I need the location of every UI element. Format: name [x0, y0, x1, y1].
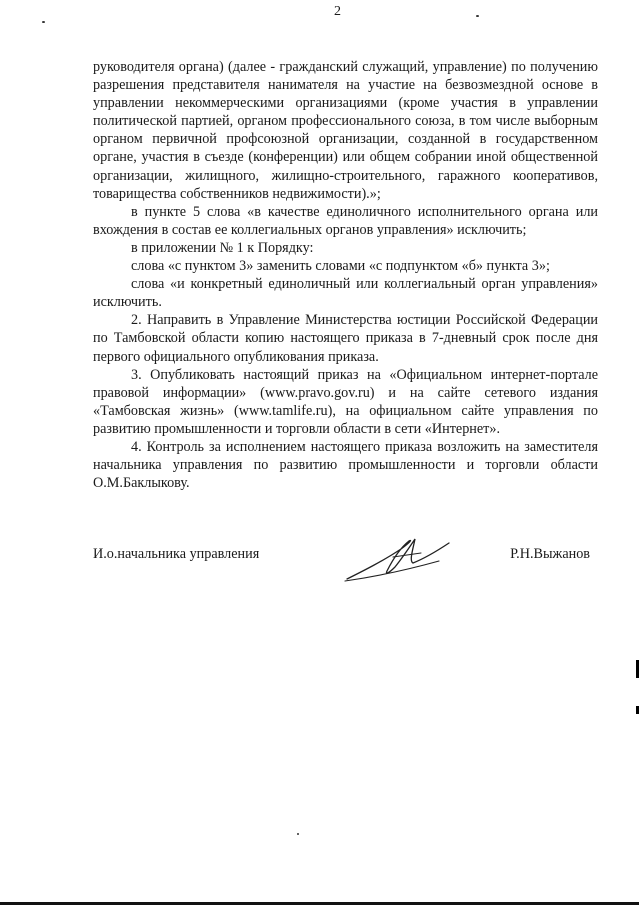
paragraph-4: 4. Контроль за исполнением настоящего приказа возложить на заместителя начальника управления по развитию промышленности и торговли области О.М.Баклыкову.: [93, 438, 598, 492]
paragraph-exclude: слова «и конкретный единоличный или коллегиальный орган управления» исключить.: [93, 276, 598, 311]
signatory-name: Р.Н.Выжанов: [510, 546, 590, 562]
page-number: 2: [334, 4, 341, 19]
paragraph-item-5: в пункте 5 слова «в качестве единоличного исполнительного органа или вхождения в состав ее коллегиальных органов управления» исключить;: [93, 203, 598, 238]
signature-block: [93, 543, 598, 593]
handwritten-signature: [343, 531, 453, 587]
scan-speck: [42, 21, 45, 23]
scan-speck: [297, 833, 299, 835]
paragraph-replace: слова «с пунктом 3» заменить словами «с подпунктом «б» пункта 3»;: [131, 258, 550, 275]
paragraph-continuation: руководителя органа) (далее - гражданский служащий, управление) по получению разрешения представителя нанимателя на участие на безвозмездной основе в управлении некоммерческими организациями (кроме участия в управлении политической партией, органом профессионального союза, в том числе выборным органом первичной профсоюзной организации, созданной в государственном органе, участия в съезде (конференции) или общем собрании иной общественной организации, жилищного, жилищно-строительного, гаражного кооперативов, товарищества собственников недвижимости).»;: [93, 59, 598, 202]
scan-speck: [476, 15, 479, 17]
document-body: [93, 58, 598, 492]
signatory-title: И.о.начальника управления: [93, 546, 260, 562]
paragraph-appendix: в приложении № 1 к Порядку:: [131, 239, 314, 256]
paragraph-2: 2. Направить в Управление Министерства юстиции Российской Федерации по Тамбовской области копию настоящего приказа в 7-дневный срок после дня первого официального опубликования приказа.: [93, 312, 598, 365]
paragraph-3: 3. Опубликовать настоящий приказ на «Официальном интернет-портале правовой информации» (www.pravo.gov.ru) и на сайте сетевого издания «Тамбовская жизнь» (www.tamlife.ru), на официальном сайте управления по развитию промышленности и торговли области в сети «Интернет».: [93, 366, 598, 437]
